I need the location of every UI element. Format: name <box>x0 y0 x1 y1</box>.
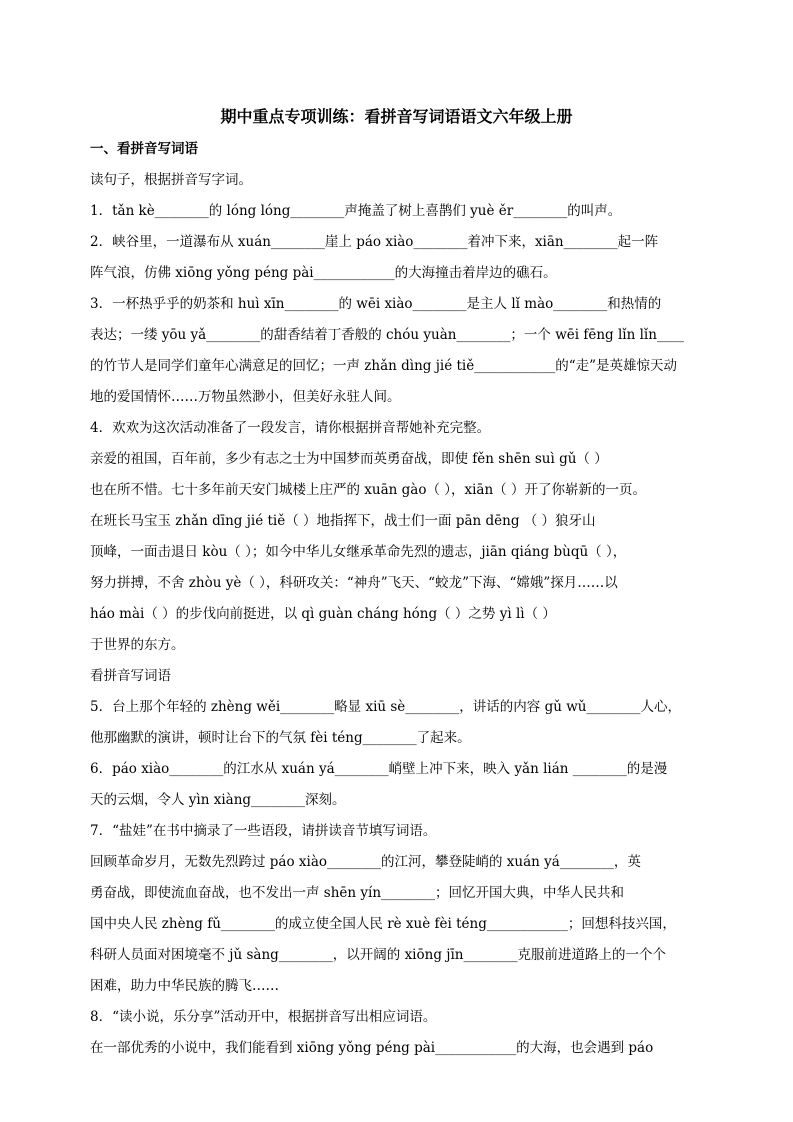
text-line: 5．台上那个年轻的 zhèng wěi________略显 xiū sè________，讲话的内容 gǔ wǔ________人心， <box>90 699 681 715</box>
text-line: 3．一杯热乎乎的奶茶和 huì xīn________的 wēi xiào________是主人 lǐ mào________和热情的 <box>90 296 662 312</box>
page-title: 期中重点专项训练：看拼音写词语语文六年级上册 <box>220 107 573 126</box>
text-line: 地的爱国情怀……万物虽然渺小，但美好永驻人间。 <box>90 389 401 405</box>
text-line: 国中央人民 zhèng fǔ________的成立使全国人民 rè xuè fèi téng____________；回想科技兴国， <box>90 916 676 932</box>
text-line: 天的云烟，令人 yìn xiàng________深刻。 <box>90 792 346 808</box>
text-line: 读句子，根据拼音写字词。 <box>90 172 252 188</box>
text-line: 回顾革命岁月，无数先烈跨过 páo xiào________的江河，攀登陡峭的 xuán yá________，英 <box>90 854 641 870</box>
text-line: 2．峡谷里，一道瀑布从 xuán________崖上 páo xiào________着冲下来，xiān________起一阵 <box>90 234 659 250</box>
text-line: 在一部优秀的小说中，我们能看到 xiōng yǒng péng pài____________的大海，也会遇到 páo <box>90 1040 654 1056</box>
text-line: 在班长马宝玉 zhǎn dīng jié tiě（ ）地指挥下，战士们一面 pān dēng （ ）狼牙山 <box>90 513 596 529</box>
text-line: 勇奋战，即使流血奋战，也不发出一声 shēn yín________；回忆开国大典，中华人民共和 <box>90 885 625 901</box>
text-line: 也在所不惜。七十多年前天安门城楼上庄严的 xuān gào（ ），xiān（ ）开了你崭新的一页。 <box>90 482 646 498</box>
text-line: 顶峰，一面击退日 kòu（ ）；如今中华儿女继承革命先烈的遗志，jiān qiáng bùqū（ ）， <box>90 544 627 560</box>
text-line: 亲爱的祖国，百年前，多少有志之士为中国梦而英勇奋战，即使 fěn shēn suì gǔ（ ） <box>90 451 608 467</box>
text-line: 他那幽默的演讲，顿时让台下的气氛 fèi téng________了起来。 <box>90 730 471 746</box>
text-line: 于世界的东方。 <box>90 637 185 653</box>
text-line: 表达；一缕 yōu yǎ________的甜香结着丁香般的 chóu yuàn________；一个 wēi fēng lǐn lǐn____ <box>90 327 684 343</box>
text-line: 的竹节人是同学们童年心满意足的回忆；一声 zhǎn dìng jié tiě____________的“走”是英雄惊天动 <box>90 358 678 374</box>
text-line: 8．“读小说，乐分享”活动开中，根据拼音写出相应词语。 <box>90 1009 437 1025</box>
text-line: 困难，助力中华民族的腾飞…… <box>90 978 279 994</box>
text-line: 6．páo xiào________的江水从 xuán yá________峭壁上冲下来，映入 yǎn lián ________的是漫 <box>90 761 668 777</box>
text-line: 7．“盐娃”在书中摘录了一些语段，请拼读音节填写词语。 <box>90 823 437 839</box>
text-line: 阵气浪，仿佛 xiōng yǒng péng pài____________的大海撞击着岸边的礁石。 <box>90 265 557 281</box>
text-line: 努力拼搏，不舍 zhòu yè（ ），科研攻关：“神舟”飞天、“蛟龙”下海、“嫦娥”探月……以 <box>90 575 618 591</box>
text-line: 1．tǎn kè________的 lóng lóng________声掩盖了树上喜鹊们 yuè ěr________的叫声。 <box>90 203 622 219</box>
section-heading: 一、看拼音写词语 <box>90 141 198 157</box>
text-line: 4．欢欢为这次活动准备了一段发言，请你根据拼音帮她补充完整。 <box>90 420 491 436</box>
subsection-heading: 看拼音写词语 <box>90 668 171 684</box>
text-line: 科研人员面对困境毫不 jǔ sàng________，以开阔的 xiōng jīn________克服前进道路上的一个个 <box>90 947 666 963</box>
text-line: háo mài（ ）的步伐向前挺进，以 qì guàn cháng hóng（ ）之势 yì lì（ ） <box>90 606 556 622</box>
